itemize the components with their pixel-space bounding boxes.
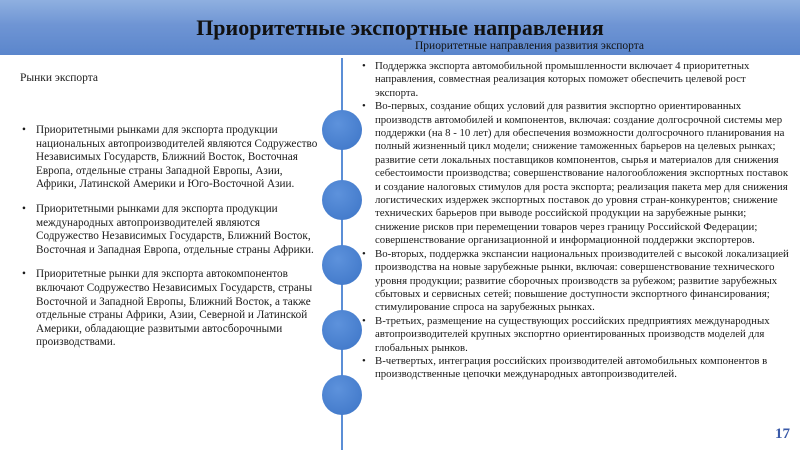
left-bullet-list xyxy=(20,124,320,361)
timeline-node xyxy=(322,110,362,150)
right-bullet-item: • В-третьих, размещение на существующих российских предприятиях международных автопроизводителей крупных экспортно ориентированных производств моделей для глобальных рынков. xyxy=(362,315,790,355)
right-bullet-item: • Поддержка экспорта автомобильной промышленности включает 4 приоритетных направления, совместная реализация которых поможет обеспечить целевой рост экспорта. xyxy=(362,60,790,100)
slide-title: Приоритетные экспортные направления xyxy=(196,14,604,40)
timeline-node xyxy=(322,180,362,220)
timeline-node xyxy=(322,375,362,415)
left-heading: Рынки экспорта xyxy=(20,72,99,84)
timeline-node xyxy=(322,310,362,350)
left-bullet-item: • Приоритетными рынками для экспорта продукции международных автопроизводителей являются Содружество Независимых Государств, Ближний Восток, Восточная и Западная Европа, отдельные страны Африки. xyxy=(20,203,320,257)
left-bullet-item: • Приоритетные рынки для экспорта автокомпонентов включают Содружество Независимых Государств, страны Восточной и Западной Европы, Ближний Восток, а также отдельные страны Африки, Азии, Северной и Латинской Америки, обладающие развитыми автосборочными производствами. xyxy=(20,268,320,350)
right-bullet-list xyxy=(362,60,790,382)
timeline-node xyxy=(322,245,362,285)
right-bullet-item: • Во-вторых, поддержка экспансии национальных производителей с высокой локализацией производства на новые зарубежные рынки, включая: совершенствование технического уровня продукции; развитие сборочных производств за рубежом; развитие зарубежных сбытовых и сервисных сетей; повышение доступности экспортного финансирования; стимулирование спроса на зарубежных рынках. xyxy=(362,248,790,315)
right-bullet-item: • В-четвертых, интеграция российских производителей автомобильных компонентов в производственные цепочки международных автопроизводителей. xyxy=(362,355,790,382)
slide-subtitle: Приоритетные направления развития экспорта xyxy=(415,40,645,52)
left-bullet-item: • Приоритетными рынками для экспорта продукции национальных автопроизводителей являются Содружество Независимых Государств, Ближний Восток, Восточная Европа, отдельные страны Западной Европы, Азии, Африки, Латинской Америки и Юго-Восточной Азии. xyxy=(20,124,320,192)
title-bar xyxy=(0,0,800,55)
page-number: 17 xyxy=(775,426,790,442)
right-bullet-item: • Во-первых, создание общих условий для развития экспортно ориентированных производств автомобилей и компонентов, включая: создание долгосрочной системы мер поддержки (на 8 - 10 лет) для обеспечения возможности долгосрочного планирования на полный жизненный цикл модели; снижение таможенных барьеров на целевых рынках; развитие сети локальных поставщиков компонентов, сырья и материалов для снижения себестоимости производства; совершенствование налогообложения экспортных поставок и создание налоговых стимулов для роста экспорта; реализация пакета мер для снижения логистических издержек экспортных поставок до уровня стран-конкурентов; снижение технических барьеров при выводе российской продукции на зарубежные рынки; снижение рисков при перемещении товаров через границу Российской Федерации; совершенствование организационной и информационной поддержки экспортеров. xyxy=(362,100,790,247)
